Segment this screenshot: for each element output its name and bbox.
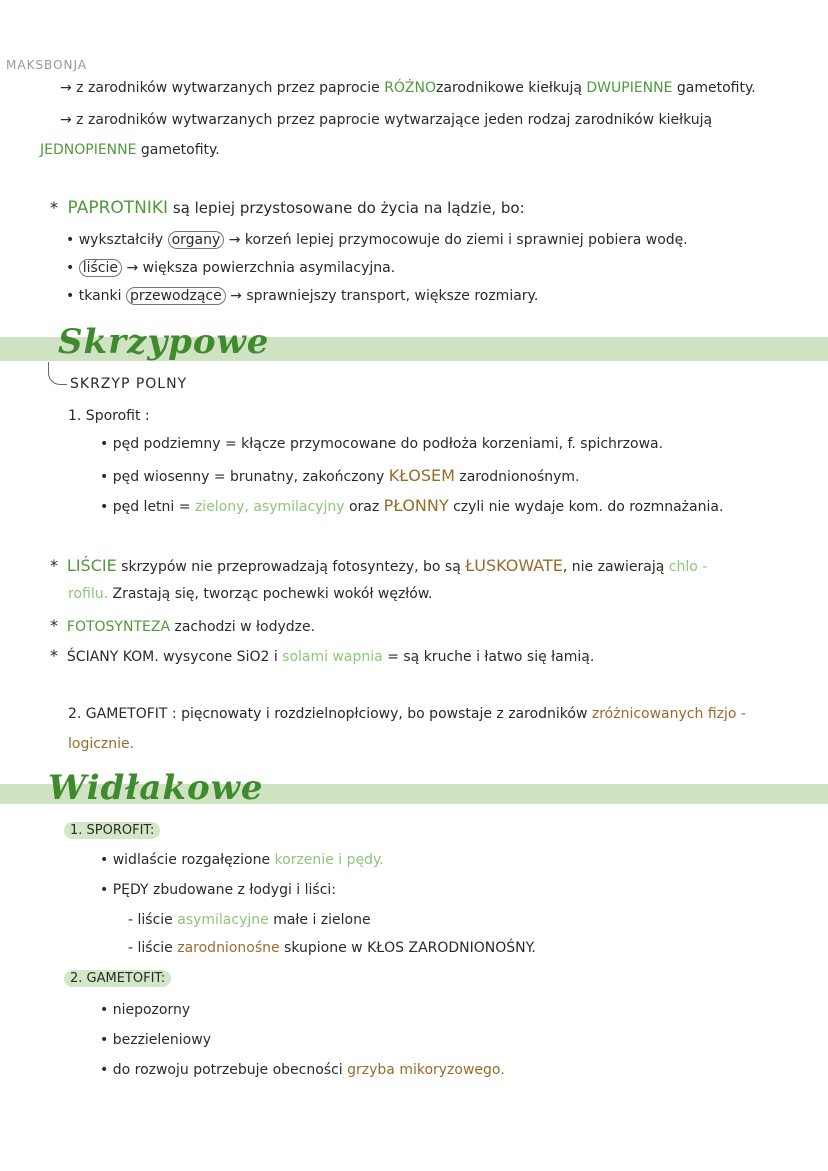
paprotniki-bullet-tkanki	[66, 288, 538, 304]
highlight-rozno: RÓŻNO	[384, 80, 437, 96]
note-text: Zrastają się, tworząc pochewki wokół węzłów.	[108, 586, 433, 602]
gametofit-text: 2. GAMETOFIT : pięcnowaty i rozdzielnopłciowy, bo powstaje z zarodników	[68, 706, 592, 722]
bullet-text: → sprawniejszy transport, większe rozmiary.	[225, 288, 539, 304]
item-text: pęd wiosenny = brunatny, zakończony	[112, 469, 389, 485]
item-text: skupione w KŁOS ZARODNIONOŚNY.	[279, 940, 536, 956]
sporofit-item-letni	[100, 496, 723, 515]
note-liscie: * LIŚCIE skrzypów nie przeprowadzają fotosyntezy, bo są ŁUSKOWATE, nie zawierają chlo -	[50, 556, 708, 575]
subtitle-skrzyp-polny: SKRZYP POLNY	[70, 376, 188, 392]
widlak-item-pedy: • PĘDY zbudowane z łodygi i liści:	[100, 882, 336, 898]
note-text: = są kruche i łatwo się łamią.	[382, 649, 595, 665]
highlight-plonny: PŁONNY	[383, 496, 449, 515]
item-text: - liście	[128, 940, 178, 956]
highlight-jednopienne: JEDNOPIENNE	[40, 142, 137, 158]
intro-line-3	[40, 142, 220, 158]
highlight-grzyba: grzyba mikoryzowego.	[347, 1062, 505, 1078]
circled-liscie: liście	[79, 259, 122, 277]
author-tag: MAKSBONJA	[6, 58, 88, 72]
gametofit-skrzyp	[68, 706, 746, 722]
highlight-paprotniki: PAPROTNIKI	[67, 198, 169, 218]
intro-line-1	[60, 80, 756, 96]
note-fotosynteza: * FOTOSYNTEZA zachodzi w łodydze.	[50, 616, 316, 635]
gametofit-item-mikoryza	[100, 1062, 505, 1078]
highlight-zroznicowanych: zróżnicowanych fizjo -	[591, 706, 746, 722]
circled-organy: organy	[168, 231, 225, 249]
item-text: oraz	[344, 499, 384, 515]
highlight-korzenie: korzenie i pędy.	[274, 852, 384, 868]
note-text: , nie zawierają	[562, 559, 669, 575]
item-text: czyli nie wydaje kom. do rozmnażania.	[448, 499, 724, 515]
paprotniki-heading	[50, 198, 525, 218]
gametofit-skrzyp-cont: logicznie.	[68, 736, 135, 752]
item-text: - liście	[128, 912, 178, 928]
item-text: małe i zielone	[268, 912, 371, 928]
widlak-item-zarodnionosne	[128, 940, 536, 956]
bullet-text: → większa powierzchnia asymilacyjna.	[122, 260, 396, 276]
gametofit-item-bezzieleniowy: • bezzieleniowy	[100, 1032, 211, 1048]
highlight-dwupienne: DWUPIENNE	[586, 80, 673, 96]
intro-text: gametofity.	[136, 142, 220, 158]
note-text: skrzypów nie przeprowadzają fotosyntezy, bo są	[116, 559, 466, 575]
gametofit-item-niepozorny: • niepozorny	[100, 1002, 190, 1018]
gametofit-label-widlak: 2. GAMETOFIT:	[64, 970, 171, 987]
highlight-klosem: KŁOSEM	[388, 466, 455, 485]
highlight-fotosynteza: FOTOSYNTEZA	[66, 619, 171, 635]
highlight-asymilacyjne: asymilacyjne	[177, 912, 269, 928]
paprotniki-bullet-organy	[66, 232, 688, 248]
widlak-item-asymilacyjne	[128, 912, 371, 928]
item-text: widlaście rozgałęzione	[112, 852, 275, 868]
highlight-rofilu: rofilu.	[68, 586, 109, 602]
intro-line-2: → z zarodników wytwarzanych przez paprocie wytwarzające jeden rodzaj zarodników kiełkują	[60, 112, 713, 128]
section-title-widlakowe: Widłakowe	[48, 768, 264, 808]
curved-arrow-icon	[48, 362, 67, 385]
highlight-wapnia: solami wapnia	[282, 649, 383, 665]
note-text: ŚCIANY KOM. wysycone SiO2 i	[66, 649, 283, 665]
circled-przewodzace: przewodzące	[126, 287, 226, 305]
highlight-liscie: LIŚCIE	[66, 556, 117, 575]
sporofit-label-widlak: 1. SPOROFIT:	[64, 822, 160, 839]
highlight-zarodnionosne: zarodnionośne	[177, 940, 280, 956]
item-text: pęd letni =	[112, 499, 195, 515]
item-text: do rozwoju potrzebuje obecności	[112, 1062, 348, 1078]
section-title-skrzypowe: Skrzypowe	[58, 322, 270, 362]
note-text: zachodzi w łodydze.	[170, 619, 316, 635]
sporofit-item-podziemny: • pęd podziemny = kłącze przymocowane do podłoża korzeniami, f. spichrzowa.	[100, 436, 663, 452]
paprotniki-bullet-liscie	[66, 260, 395, 276]
star-marker: *	[50, 198, 58, 217]
sporofit-item-wiosenny	[100, 466, 580, 485]
intro-text: zarodnikowe kiełkują	[436, 80, 587, 96]
bullet-text: tkanki	[78, 288, 126, 304]
highlight-luskowate: ŁUSKOWATE	[465, 556, 563, 575]
intro-text: gametofity.	[672, 80, 756, 96]
highlight-zielony: zielony, asymilacyjny	[194, 499, 345, 515]
note-liscie-cont	[68, 586, 432, 602]
item-text: zarodnionośnym.	[454, 469, 580, 485]
intro-text: → z zarodników wytwarzanych przez paprocie	[60, 80, 385, 96]
highlight-chlorofil: chlo -	[668, 559, 708, 575]
widlak-item-rozgalezione	[100, 852, 384, 868]
bullet-text: wykształciły	[78, 232, 168, 248]
bullet-text: → korzeń lepiej przymocowuje do ziemi i sprawniej pobiera wodę.	[224, 232, 688, 248]
heading-text: są lepiej przystosowane do życia na lądzie, bo:	[168, 199, 525, 217]
note-sciany: * ŚCIANY KOM. wysycone SiO2 i solami wapnia = są kruche i łatwo się łamią.	[50, 646, 595, 665]
sporofit-label: 1. Sporofit :	[68, 408, 150, 424]
